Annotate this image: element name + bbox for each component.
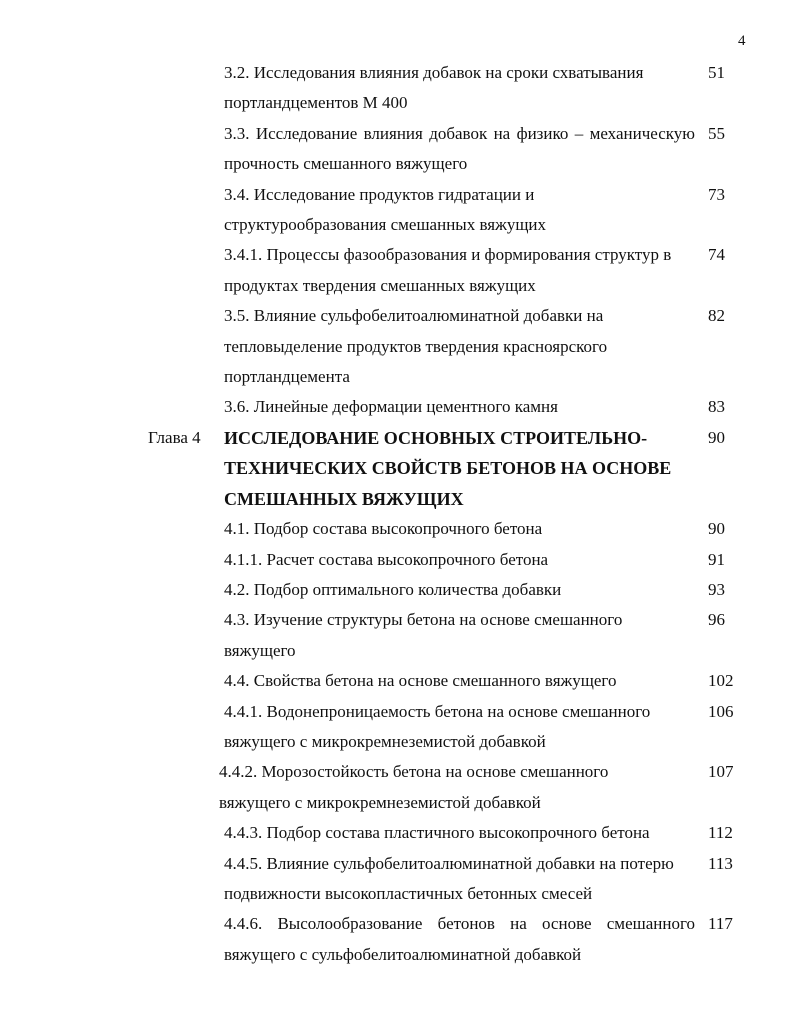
toc-entry-page: 117 [708, 914, 733, 934]
toc-entry-title: 4.4.1. Водонепроницаемость бетона на основе смешанного вяжущего с микрокремнеземистой добавкой [224, 701, 651, 751]
toc-entry-title: 4.4.2. Морозостойкость бетона на основе смешанного вяжущего с микрокремнеземистой добавкой [219, 762, 609, 812]
toc-entry [0, 697, 799, 758]
toc-entry-page: 83 [708, 397, 725, 417]
toc-entry-page: 55 [708, 123, 725, 143]
toc-entry [0, 666, 799, 696]
toc-entry-page: 82 [708, 306, 725, 326]
toc-entry-title: 4.1.1. Расчет состава высокопрочного бетона [224, 549, 549, 569]
toc-entry-page: 91 [708, 549, 725, 569]
toc-entry-page: 107 [708, 762, 734, 782]
toc-entry-page: 51 [708, 63, 725, 82]
toc-entry [0, 757, 799, 818]
toc-entry [0, 545, 799, 575]
toc-entry-page: 74 [708, 245, 725, 265]
toc-entry-title: 3.5. Влияние сульфобелитоалюминатной добавки на тепловыделение продуктов твердения красноярского портландцемента [224, 306, 608, 387]
toc-entry-title: 4.4.6. Высолообразование бетонов на основе смешанного вяжущего с сульфобелитоалюминатной добавкой [224, 914, 695, 964]
toc-entry [0, 58, 799, 119]
toc-entry-page: 102 [708, 671, 734, 691]
table-of-contents [0, 58, 799, 970]
toc-entry [0, 301, 799, 392]
toc-entry-title: 4.1. Подбор состава высокопрочного бетона [224, 519, 543, 539]
toc-entry-page: 90 [708, 427, 725, 447]
toc-entry-title: 4.2. Подбор оптимального количества добавки [224, 579, 562, 599]
toc-entry [0, 119, 799, 180]
toc-entry [0, 180, 799, 241]
toc-entry-page: 112 [708, 823, 733, 843]
toc-entry [0, 514, 799, 544]
toc-entry-title: 3.2. Исследования влияния добавок на сроки схватывания портландцементов М 400 [224, 63, 644, 113]
toc-entry-title: 3.3. Исследование влияния добавок на физико – механическую прочность смешанного вяжущего [224, 123, 695, 174]
chapter-label: Глава 4 [148, 427, 201, 447]
toc-entry-page: 113 [708, 853, 733, 873]
toc-entry-title: 4.3. Изучение структуры бетона на основе смешанного вяжущего [224, 610, 623, 660]
toc-entry [0, 575, 799, 605]
toc-entry [0, 605, 799, 666]
page-number: 4 [738, 33, 746, 49]
toc-entry [0, 909, 799, 970]
toc-entry-page: 90 [708, 519, 725, 539]
toc-entry [0, 849, 799, 910]
toc-entry-page: 93 [708, 579, 725, 599]
toc-entry-title: 4.4.5. Влияние сульфобелитоалюминатной добавки на потерю подвижности высокопластичных бетонных смесей [224, 853, 674, 903]
toc-entry [0, 818, 799, 848]
toc-entry-title: 3.6. Линейные деформации цементного камня [224, 397, 558, 417]
toc-entry-title: 4.4. Свойства бетона на основе смешанного вяжущего [224, 671, 617, 691]
toc-entry-title: 3.4.1. Процессы фазообразования и формирования структур в продуктах твердения смешанных вяжущих [224, 245, 672, 295]
toc-entry-page: 73 [708, 184, 725, 204]
toc-entry [0, 240, 799, 301]
chapter-title: ИССЛЕДОВАНИЕ ОСНОВНЫХ СТРОИТЕЛЬНО-ТЕХНИЧЕСКИХ СВОЙСТВ БЕТОНОВ НА ОСНОВЕ СМЕШАННЫХ ВЯЖУЩИХ [224, 427, 672, 509]
toc-chapter-entry [0, 423, 799, 514]
toc-entry [0, 392, 799, 422]
toc-entry-page: 96 [708, 610, 725, 630]
toc-entry-page: 106 [708, 701, 734, 721]
toc-entry-title: 4.4.3. Подбор состава пластичного высокопрочного бетона [224, 823, 650, 843]
toc-entry-title: 3.4. Исследование продуктов гидратации и структурообразования смешанных вяжущих [224, 184, 547, 235]
